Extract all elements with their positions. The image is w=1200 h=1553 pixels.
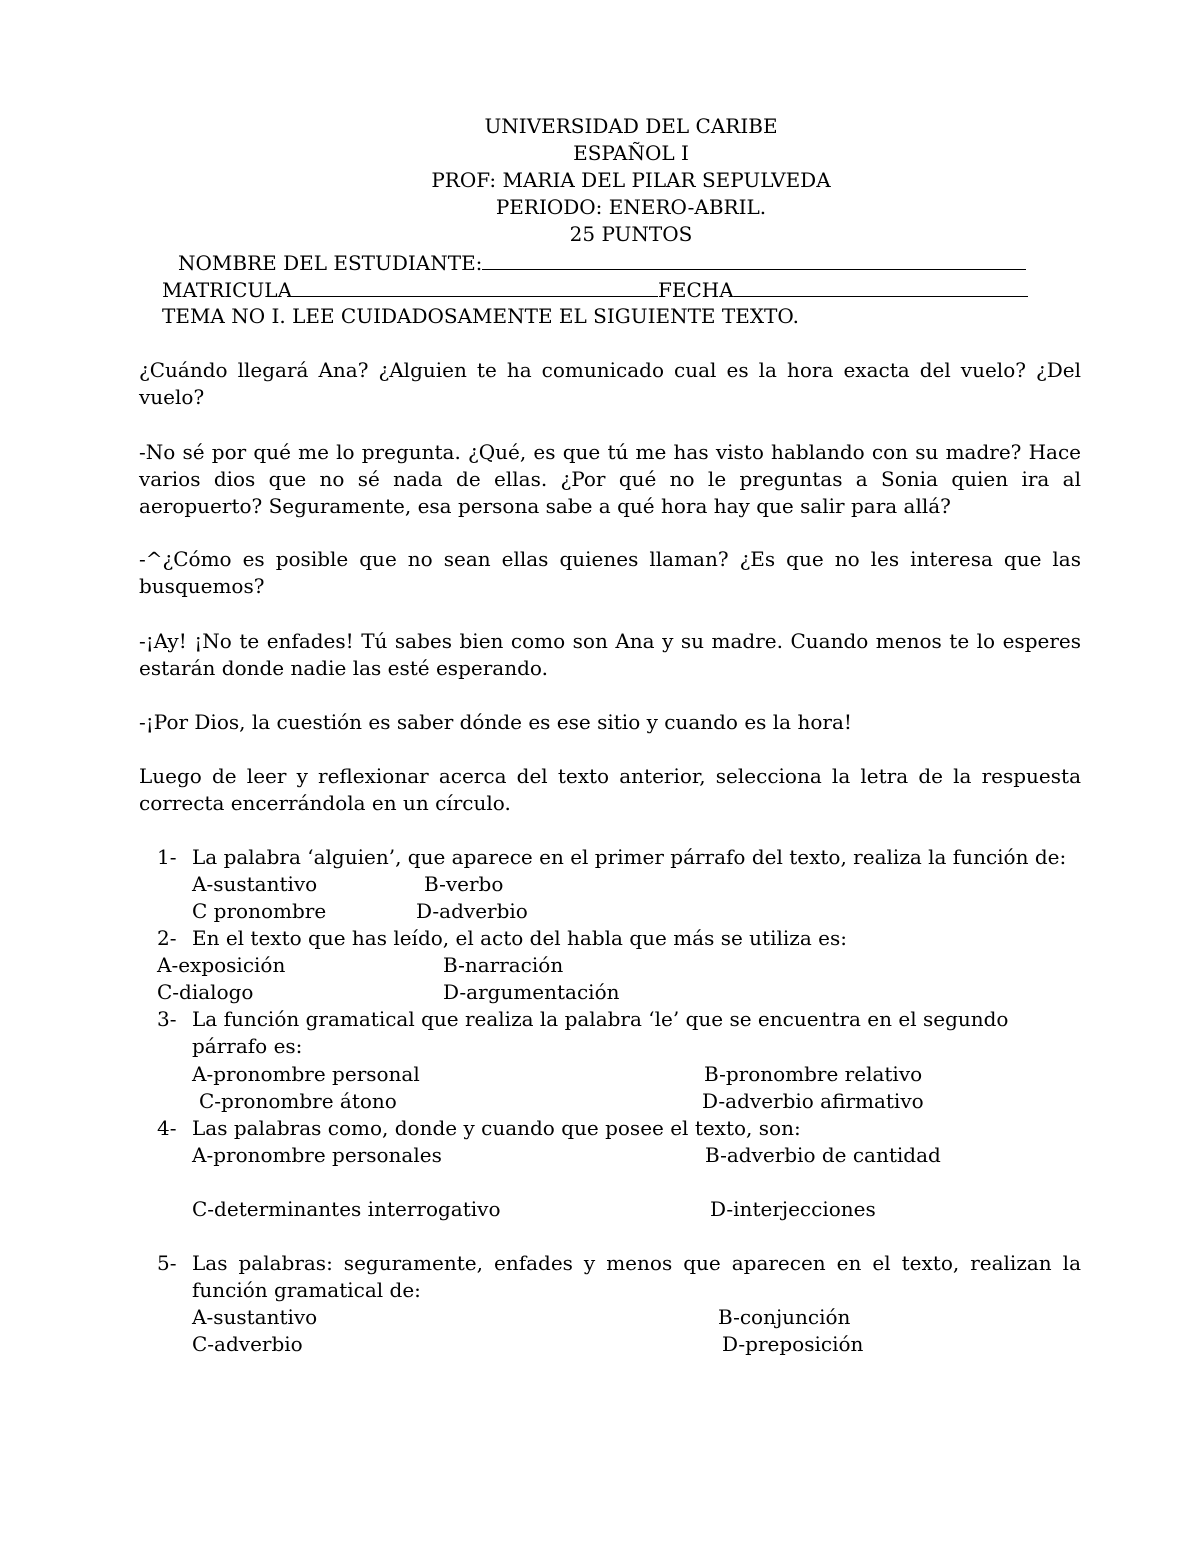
text-paragraph-4: -¡Ay! ¡No te enfades! Tú sabes bien como son Ana y su madre. Cuando menos te lo esperes estarán donde nadie las esté esperando.	[139, 629, 1081, 680]
option-b[interactable]: B-narración	[443, 953, 564, 977]
option-b[interactable]: B-pronombre relativo	[704, 1062, 923, 1086]
option-b[interactable]: B-conjunción	[718, 1305, 851, 1329]
option-c[interactable]: C-dialogo	[157, 980, 254, 1004]
option-a[interactable]: A-pronombre personales	[192, 1143, 442, 1167]
question-number: 2-	[157, 926, 177, 950]
text-paragraph-2: -No sé por qué me lo pregunta. ¿Qué, es que tú me has visto hablando con su madre? Hace varios dios que no sé nada de ellas. ¿Por qué no le preguntas a Sonia quien ira al aeropuerto? Seguramente, esa persona sabe a qué hora hay que salir para allá?	[139, 440, 1081, 518]
question-text: La palabra ‘alguien’, que aparece en el primer párrafo del texto, realiza la función de:	[192, 845, 1067, 869]
option-d[interactable]: D-preposición	[722, 1332, 864, 1356]
student-name-label: NOMBRE DEL ESTUDIANTE:	[178, 251, 483, 275]
option-d[interactable]: D-argumentación	[443, 980, 620, 1004]
text-paragraph-3: -^¿Cómo es posible que no sean ellas quienes llaman? ¿Es que no les interesa que las busquemos?	[139, 547, 1081, 598]
question-number: 1-	[157, 845, 177, 869]
instructions-paragraph: Luego de leer y reflexionar acerca del texto anterior, selecciona la letra de la respuesta correcta encerrándola en un círculo.	[139, 764, 1081, 815]
tema-line: TEMA NO I. LEE CUIDADOSAMENTE EL SIGUIENTE TEXTO.	[162, 304, 799, 328]
option-b[interactable]: B-adverbio de cantidad	[705, 1143, 941, 1167]
option-a[interactable]: A-pronombre personal	[192, 1062, 420, 1086]
option-a[interactable]: A-exposición	[157, 953, 286, 977]
option-c[interactable]: C-adverbio	[192, 1332, 303, 1356]
student-name-blank[interactable]	[482, 249, 1026, 270]
fecha-blank[interactable]	[734, 276, 1028, 297]
question-number: 4-	[157, 1116, 177, 1140]
option-c[interactable]: C-determinantes interrogativo	[192, 1197, 501, 1221]
matricula-label: MATRICULA	[162, 278, 293, 302]
course-title: ESPAÑOL I	[573, 141, 689, 165]
matricula-blank[interactable]	[292, 276, 658, 297]
option-d[interactable]: D-interjecciones	[710, 1197, 876, 1221]
option-a[interactable]: A-sustantivo	[192, 872, 318, 896]
option-d[interactable]: D-adverbio afirmativo	[702, 1089, 924, 1113]
question-number: 3-	[157, 1007, 177, 1031]
matricula-fecha-field	[162, 276, 1028, 304]
option-a[interactable]: A-sustantivo	[192, 1305, 318, 1329]
question-text: La función gramatical que realiza la palabra ‘le’ que se encuentra en el segundo párrafo es:	[192, 1007, 1009, 1058]
option-b[interactable]: B-verbo	[424, 872, 504, 896]
text-paragraph-1: ¿Cuándo llegará Ana? ¿Alguien te ha comunicado cual es la hora exacta del vuelo? ¿Del vuelo?	[139, 358, 1081, 409]
university-title: UNIVERSIDAD DEL CARIBE	[484, 114, 778, 138]
student-name-field	[178, 249, 1026, 277]
professor-line: PROF: MARIA DEL PILAR SEPULVEDA	[431, 168, 831, 192]
question-text: Las palabras: seguramente, enfades y menos que aparecen en el texto, realizan la función gramatical de:	[192, 1251, 1081, 1302]
text-paragraph-5: -¡Por Dios, la cuestión es saber dónde es ese sitio y cuando es la hora!	[139, 710, 852, 734]
option-c[interactable]: C-pronombre átono	[199, 1089, 397, 1113]
option-d[interactable]: D-adverbio	[416, 899, 528, 923]
period-line: PERIODO: ENERO-ABRIL.	[495, 195, 767, 219]
fecha-label: FECHA	[658, 278, 734, 302]
points-line: 25 PUNTOS	[569, 222, 693, 246]
question-number: 5-	[157, 1251, 177, 1275]
question-text: Las palabras como, donde y cuando que posee el texto, son:	[192, 1116, 801, 1140]
question-text: En el texto que has leído, el acto del habla que más se utiliza es:	[192, 926, 847, 950]
option-c[interactable]: C pronombre	[192, 899, 327, 923]
